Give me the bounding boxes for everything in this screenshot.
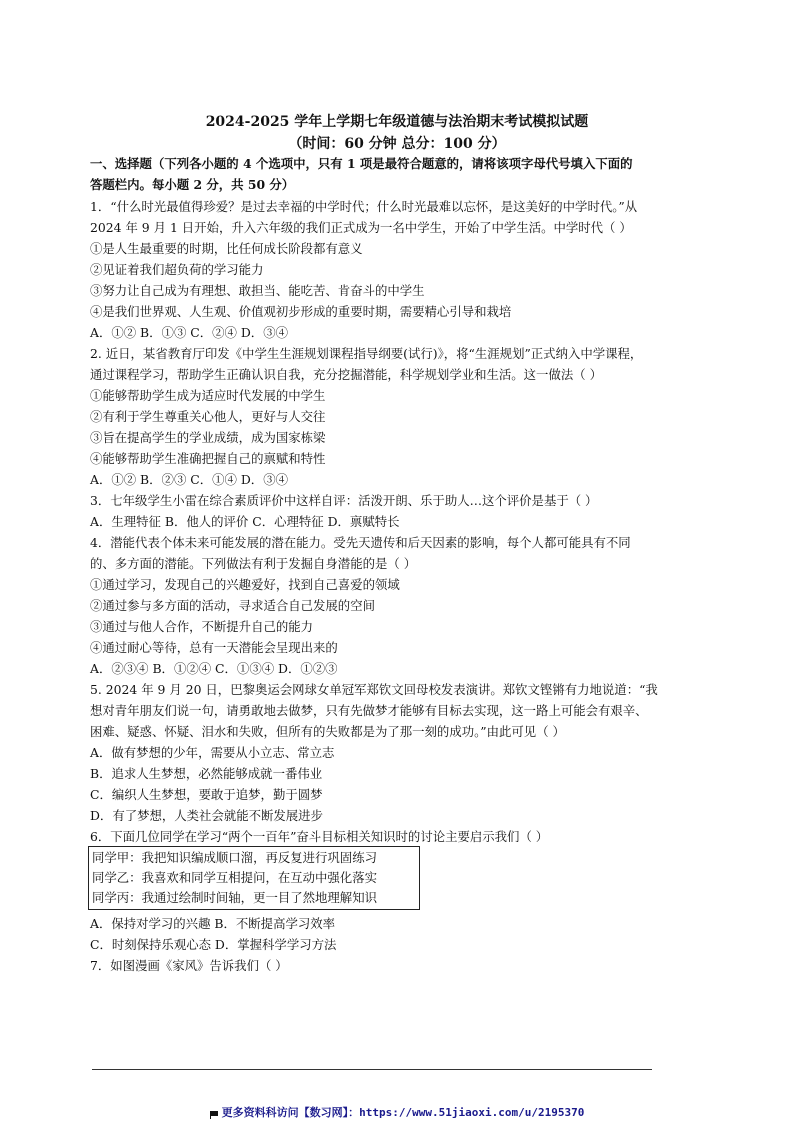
footer-link[interactable] [0, 1104, 794, 1120]
question-line: 6．下面几位同学在学习“两个一百年”奋斗目标相关知识时的讨论主要启示我们（ ） [90, 829, 549, 844]
option-line: ③通过与他人合作，不断提升自己的能力 [90, 619, 314, 634]
option-line: ④是我们世界观、人生观、价值观初步形成的重要时期，需要精心引导和栽培 [90, 304, 512, 319]
question-line: 的、多方面的潜能。下列做法有利于发掘自身潜能的是（ ） [90, 556, 417, 571]
answer-choice: D．有了梦想，人类社会就能不断发展进步 [90, 808, 323, 823]
question-line: 7．如图漫画《家风》告诉我们（ ） [90, 958, 288, 973]
question-line: 2024 年 9 月 1 日开始，升入六年级的我们正式成为一名中学生，开始了中学生活。中学时代（ ） [90, 220, 632, 235]
section-heading-line-2: 答题栏内。每小题 2 分，共 50 分） [90, 177, 295, 192]
answer-choice: A．做有梦想的少年，需要从小立志、常立志 [90, 745, 335, 760]
question-line: 5. 2024 年 9 月 20 日，巴黎奥运会网球女单冠军郑钦文回母校发表演讲。郑钦文铿锵有力地说道：“我 [90, 682, 658, 697]
footer-divider [92, 1069, 652, 1070]
option-line: ④能够帮助学生准确把握自己的禀赋和特性 [90, 451, 326, 466]
discussion-line: 同学乙：我喜欢和同学互相提问，在互动中强化落实 [92, 870, 377, 885]
option-line: ①通过学习，发现自己的兴趣爱好，找到自己喜爱的领域 [90, 577, 400, 592]
answer-choices: A．生理特征 B．他人的评价 C．心理特征 D．禀赋特长 [90, 514, 400, 529]
document-title: 2024-2025 学年上学期七年级道德与法治期末考试模拟试题 [205, 114, 589, 130]
discussion-line: 同学甲：我把知识编成顺口溜，再反复进行巩固练习 [92, 850, 377, 865]
question-line: 3．七年级学生小雷在综合素质评价中这样自评：活泼开朗、乐于助人…这个评价是基于（ ） [90, 493, 598, 508]
answer-choice: C．编织人生梦想，要敢于追梦，勤于圆梦 [90, 787, 323, 802]
option-line: ②有利于学生尊重关心他人，更好与人交往 [90, 409, 326, 424]
answer-choices: A．保持对学习的兴趣 B．不断提高学习效率 [90, 916, 336, 931]
flag-icon [210, 1109, 218, 1117]
option-line: ③旨在提高学生的学业成绩，成为国家栋梁 [90, 430, 326, 445]
option-line: ①是人生最重要的时期，比任何成长阶段都有意义 [90, 241, 363, 256]
question-line: 4．潜能代表个体未来可能发展的潜在能力。受先天遗传和后天因素的影响，每个人都可能具有不同 [90, 535, 631, 550]
answer-choices: C．时刻保持乐观心态 D．掌握科学学习方法 [90, 937, 337, 952]
discussion-box [88, 846, 420, 910]
question-line: 2. 近日，某省教育厅印发《中学生生涯规划课程指导纲要(试行)》，将“生涯规划”正式纳入中学课程， [90, 346, 643, 361]
document-subtitle: （时间：60 分钟 总分：100 分） [288, 136, 506, 152]
option-line: ④通过耐心等待，总有一天潜能会呈现出来的 [90, 640, 338, 655]
footer-text: 更多资料科访问【数习网】：https://www.51jiaoxi.com/u/2195370 [221, 1106, 585, 1119]
option-line: ②通过参与多方面的活动，寻求适合自己发展的空间 [90, 598, 375, 613]
answer-choices: A．①② B．①③ C．②④ D．③④ [90, 325, 288, 340]
answer-choices: A．①② B．②③ C．①④ D．③④ [90, 472, 288, 487]
option-line: ③努力让自己成为有理想、敢担当、能吃苦、肯奋斗的中学生 [90, 283, 425, 298]
answer-choice: B．追求人生梦想，必然能够成就一番伟业 [90, 766, 323, 781]
option-line: ①能够帮助学生成为适应时代发展的中学生 [90, 388, 326, 403]
question-line: 通过课程学习，帮助学生正确认识自我，充分挖掘潜能，科学规划学业和生活。这一做法（ ） [90, 367, 602, 382]
answer-choices: A．②③④ B．①②④ C．①③④ D．①②③ [90, 661, 338, 676]
question-line: 困难、疑惑、怀疑、泪水和失败，但所有的失败都是为了那一刻的成功。”由此可见（ ） [90, 724, 565, 739]
question-line: 想对青年朋友们说一句，请勇敢地去做梦，只有先做梦才能够有目标去实现，这一路上可能会有艰辛、 [90, 703, 648, 718]
section-heading-line-1: 一、选择题（下列各小题的 4 个选项中，只有 1 项是最符合题意的，请将该项字母代号填入下面的 [90, 156, 633, 171]
discussion-line: 同学丙：我通过绘制时间轴，更一目了然地理解知识 [92, 890, 377, 905]
question-line: 1．“什么时光最值得珍爱？是过去幸福的中学时代；什么时光最难以忘怀，是这美好的中学时代。”从 [90, 199, 638, 214]
option-line: ②见证着我们超负荷的学习能力 [90, 262, 264, 277]
